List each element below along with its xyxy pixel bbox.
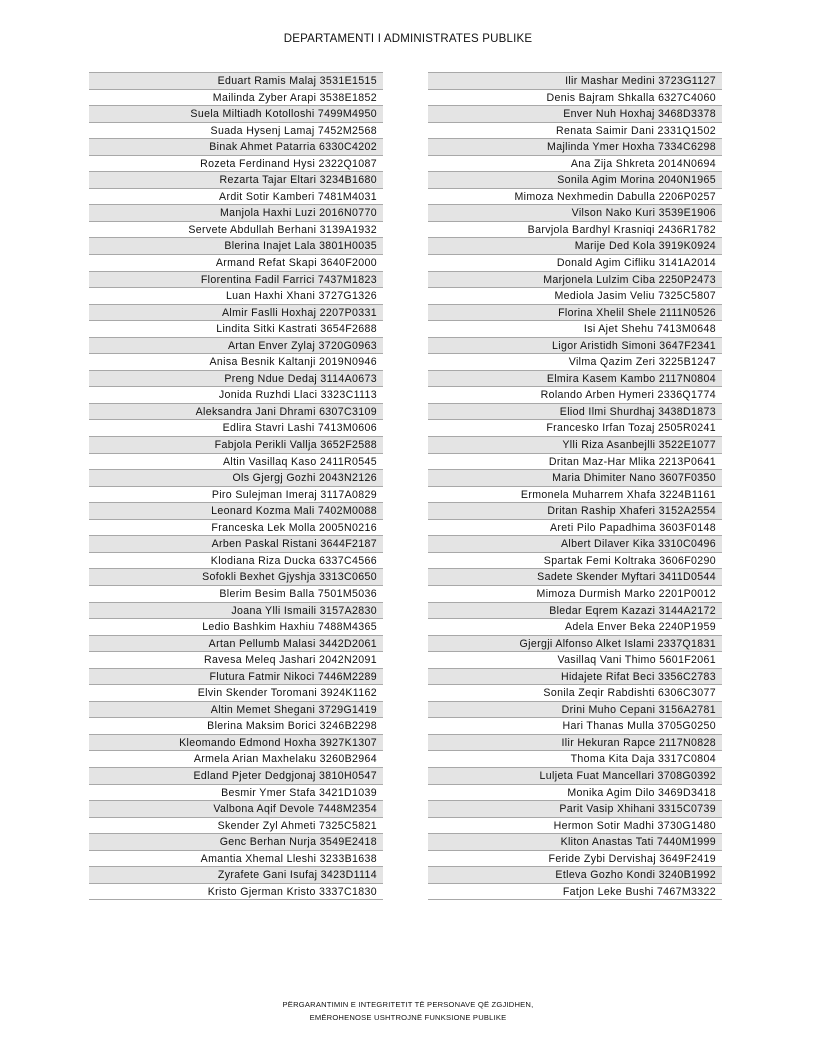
list-row: Valbona Aqif Devole 7448M2354 — [89, 801, 383, 818]
list-row: Piro Sulejman Imeraj 3117A0829 — [89, 487, 383, 504]
list-row: Rolando Arben Hymeri 2336Q1774 — [428, 387, 722, 404]
list-row: Luljeta Fuat Mancellari 3708G0392 — [428, 768, 722, 785]
list-row: Leonard Kozma Mali 7402M0088 — [89, 503, 383, 520]
footer-line-2: EMËROHENOSE USHTROJNË FUNKSIONE PUBLIKE — [309, 1012, 507, 1022]
list-row: Zyrafete Gani Isufaj 3423D1114 — [89, 867, 383, 884]
list-row: Suela Miltiadh Kotolloshi 7499M4950 — [89, 106, 383, 123]
list-row: Klodiana Riza Ducka 6337C4566 — [89, 553, 383, 570]
list-row: Ylli Riza Asanbejlli 3522E1077 — [428, 437, 722, 454]
list-row: Ligor Aristidh Simoni 3647F2341 — [428, 338, 722, 355]
list-row: Bledar Eqrem Kazazi 3144A2172 — [428, 603, 722, 620]
list-row: Isi Ajet Shehu 7413M0648 — [428, 321, 722, 338]
list-row: Sofokli Bexhet Gjyshja 3313C0650 — [89, 569, 383, 586]
list-row: Hermon Sotir Madhi 3730G1480 — [428, 818, 722, 835]
list-row: Gjergji Alfonso Alket Islami 2337Q1831 — [428, 636, 722, 653]
list-row: Fatjon Leke Bushi 7467M3322 — [428, 884, 722, 901]
list-row: Almir Faslli Hoxhaj 2207P0331 — [89, 305, 383, 322]
list-row: Elmira Kasem Kambo 2117N0804 — [428, 371, 722, 388]
list-row: Arben Paskal Ristani 3644F2187 — [89, 536, 383, 553]
list-row: Enver Nuh Hoxhaj 3468D3378 — [428, 106, 722, 123]
list-row: Adela Enver Beka 2240P1959 — [428, 619, 722, 636]
list-row: Flutura Fatmir Nikoci 7446M2289 — [89, 669, 383, 686]
list-row: Vasillaq Vani Thimo 5601F2061 — [428, 652, 722, 669]
list-row: Franceska Lek Molla 2005N0216 — [89, 520, 383, 537]
list-row: Mimoza Durmish Marko 2201P0012 — [428, 586, 722, 603]
list-row: Spartak Femi Koltraka 3606F0290 — [428, 553, 722, 570]
list-row: Edlira Stavri Lashi 7413M0606 — [89, 420, 383, 437]
list-row: Artan Enver Zylaj 3720G0963 — [89, 338, 383, 355]
list-row: Luan Haxhi Xhani 3727G1326 — [89, 288, 383, 305]
list-row: Suada Hysenj Lamaj 7452M2568 — [89, 123, 383, 140]
list-row: Hidajete Rifat Beci 3356C2783 — [428, 669, 722, 686]
list-row: Areti Pilo Papadhima 3603F0148 — [428, 520, 722, 537]
list-row: Dritan Raship Xhaferi 3152A2554 — [428, 503, 722, 520]
footer — [0, 999, 816, 1024]
list-row: Ana Zija Shkreta 2014N0694 — [428, 156, 722, 173]
list-row: Preng Ndue Dedaj 3114A0673 — [89, 371, 383, 388]
list-row: Servete Abdullah Berhani 3139A1932 — [89, 222, 383, 239]
list-row: Vilson Nako Kuri 3539E1906 — [428, 205, 722, 222]
list-row: Ardit Sotir Kamberi 7481M4031 — [89, 189, 383, 206]
list-row: Kleomando Edmond Hoxha 3927K1307 — [89, 735, 383, 752]
list-row: Ilir Hekuran Rapce 2117N0828 — [428, 735, 722, 752]
list-row: Florentina Fadil Farrici 7437M1823 — [89, 272, 383, 289]
list-row: Maria Dhimiter Nano 3607F0350 — [428, 470, 722, 487]
list-row: Florina Xhelil Shele 2111N0526 — [428, 305, 722, 322]
list-row: Lindita Sitki Kastrati 3654F2688 — [89, 321, 383, 338]
list-row: Rozeta Ferdinand Hysi 2322Q1087 — [89, 156, 383, 173]
list-row: Mimoza Nexhmedin Dabulla 2206P0257 — [428, 189, 722, 206]
list-row: Feride Zybi Dervishaj 3649F2419 — [428, 851, 722, 868]
list-row: Donald Agim Cifliku 3141A2014 — [428, 255, 722, 272]
list-row: Manjola Haxhi Luzi 2016N0770 — [89, 205, 383, 222]
list-row: Marije Ded Kola 3919K0924 — [428, 238, 722, 255]
list-row: Ols Gjergj Gozhi 2043N2126 — [89, 470, 383, 487]
footer-line-1: PËRGARANTIMIN E INTEGRITETIT TË PERSONAVE QË ZGJIDHEN, — [282, 1000, 534, 1009]
left-name-list — [89, 72, 383, 900]
list-row: Hari Thanas Mulla 3705G0250 — [428, 718, 722, 735]
list-row: Fabjola Perikli Vallja 3652F2588 — [89, 437, 383, 454]
page-title: DEPARTAMENTI I ADMINISTRATES PUBLIKE — [283, 33, 533, 45]
list-row: Sadete Skender Myftari 3411D0544 — [428, 569, 722, 586]
list-row: Joana Ylli Ismaili 3157A2830 — [89, 603, 383, 620]
list-row: Albert Dilaver Kika 3310C0496 — [428, 536, 722, 553]
list-row: Etleva Gozho Kondi 3240B1992 — [428, 867, 722, 884]
list-row: Blerina Maksim Borici 3246B2298 — [89, 718, 383, 735]
list-row: Renata Saimir Dani 2331Q1502 — [428, 123, 722, 140]
list-row: Edland Pjeter Dedgjonaj 3810H0547 — [89, 768, 383, 785]
list-row: Blerina Inajet Lala 3801H0035 — [89, 238, 383, 255]
list-row: Blerim Besim Balla 7501M5036 — [89, 586, 383, 603]
list-row: Francesko Irfan Tozaj 2505R0241 — [428, 420, 722, 437]
list-row: Ledio Bashkim Haxhiu 7488M4365 — [89, 619, 383, 636]
right-name-list — [428, 72, 722, 900]
list-row: Thoma Kita Daja 3317C0804 — [428, 751, 722, 768]
list-row: Skender Zyl Ahmeti 7325C5821 — [89, 818, 383, 835]
list-row: Drini Muho Cepani 3156A2781 — [428, 702, 722, 719]
list-row: Mailinda Zyber Arapi 3538E1852 — [89, 90, 383, 107]
list-row: Besmir Ymer Stafa 3421D1039 — [89, 785, 383, 802]
list-row: Sonila Agim Morina 2040N1965 — [428, 172, 722, 189]
list-row: Rezarta Tajar Eltari 3234B1680 — [89, 172, 383, 189]
list-row: Eduart Ramis Malaj 3531E1515 — [89, 73, 383, 90]
list-row: Eliod Ilmi Shurdhaj 3438D1873 — [428, 404, 722, 421]
list-row: Marjonela Lulzim Ciba 2250P2473 — [428, 272, 722, 289]
list-row: Altin Memet Shegani 3729G1419 — [89, 702, 383, 719]
list-row: Jonida Ruzhdi Llaci 3323C1113 — [89, 387, 383, 404]
list-row: Ravesa Meleq Jashari 2042N2091 — [89, 652, 383, 669]
list-row: Mediola Jasim Veliu 7325C5807 — [428, 288, 722, 305]
list-row: Kristo Gjerman Kristo 3337C1830 — [89, 884, 383, 901]
list-row: Aleksandra Jani Dhrami 6307C3109 — [89, 404, 383, 421]
list-row: Armela Arian Maxhelaku 3260B2964 — [89, 751, 383, 768]
list-row: Sonila Zeqir Rabdishti 6306C3077 — [428, 685, 722, 702]
list-row: Binak Ahmet Patarria 6330C4202 — [89, 139, 383, 156]
list-row: Parit Vasip Xhihani 3315C0739 — [428, 801, 722, 818]
list-row: Monika Agim Dilo 3469D3418 — [428, 785, 722, 802]
list-row: Armand Refat Skapi 3640F2000 — [89, 255, 383, 272]
list-row: Kliton Anastas Tati 7440M1999 — [428, 834, 722, 851]
list-row: Elvin Skender Toromani 3924K1162 — [89, 685, 383, 702]
list-row: Ermonela Muharrem Xhafa 3224B1161 — [428, 487, 722, 504]
list-row: Artan Pellumb Malasi 3442D2061 — [89, 636, 383, 653]
list-row: Altin Vasillaq Kaso 2411R0545 — [89, 454, 383, 471]
list-row: Vilma Qazim Zeri 3225B1247 — [428, 354, 722, 371]
list-row: Anisa Besnik Kaltanji 2019N0946 — [89, 354, 383, 371]
list-row: Amantia Xhemal Lleshi 3233B1638 — [89, 851, 383, 868]
list-row: Barvjola Bardhyl Krasniqi 2436R1782 — [428, 222, 722, 239]
list-row: Dritan Maz-Har Mlika 2213P0641 — [428, 454, 722, 471]
list-row: Majlinda Ymer Hoxha 7334C6298 — [428, 139, 722, 156]
list-row: Denis Bajram Shkalla 6327C4060 — [428, 90, 722, 107]
list-row: Genc Berhan Nurja 3549E2418 — [89, 834, 383, 851]
list-row: Ilir Mashar Medini 3723G1127 — [428, 73, 722, 90]
